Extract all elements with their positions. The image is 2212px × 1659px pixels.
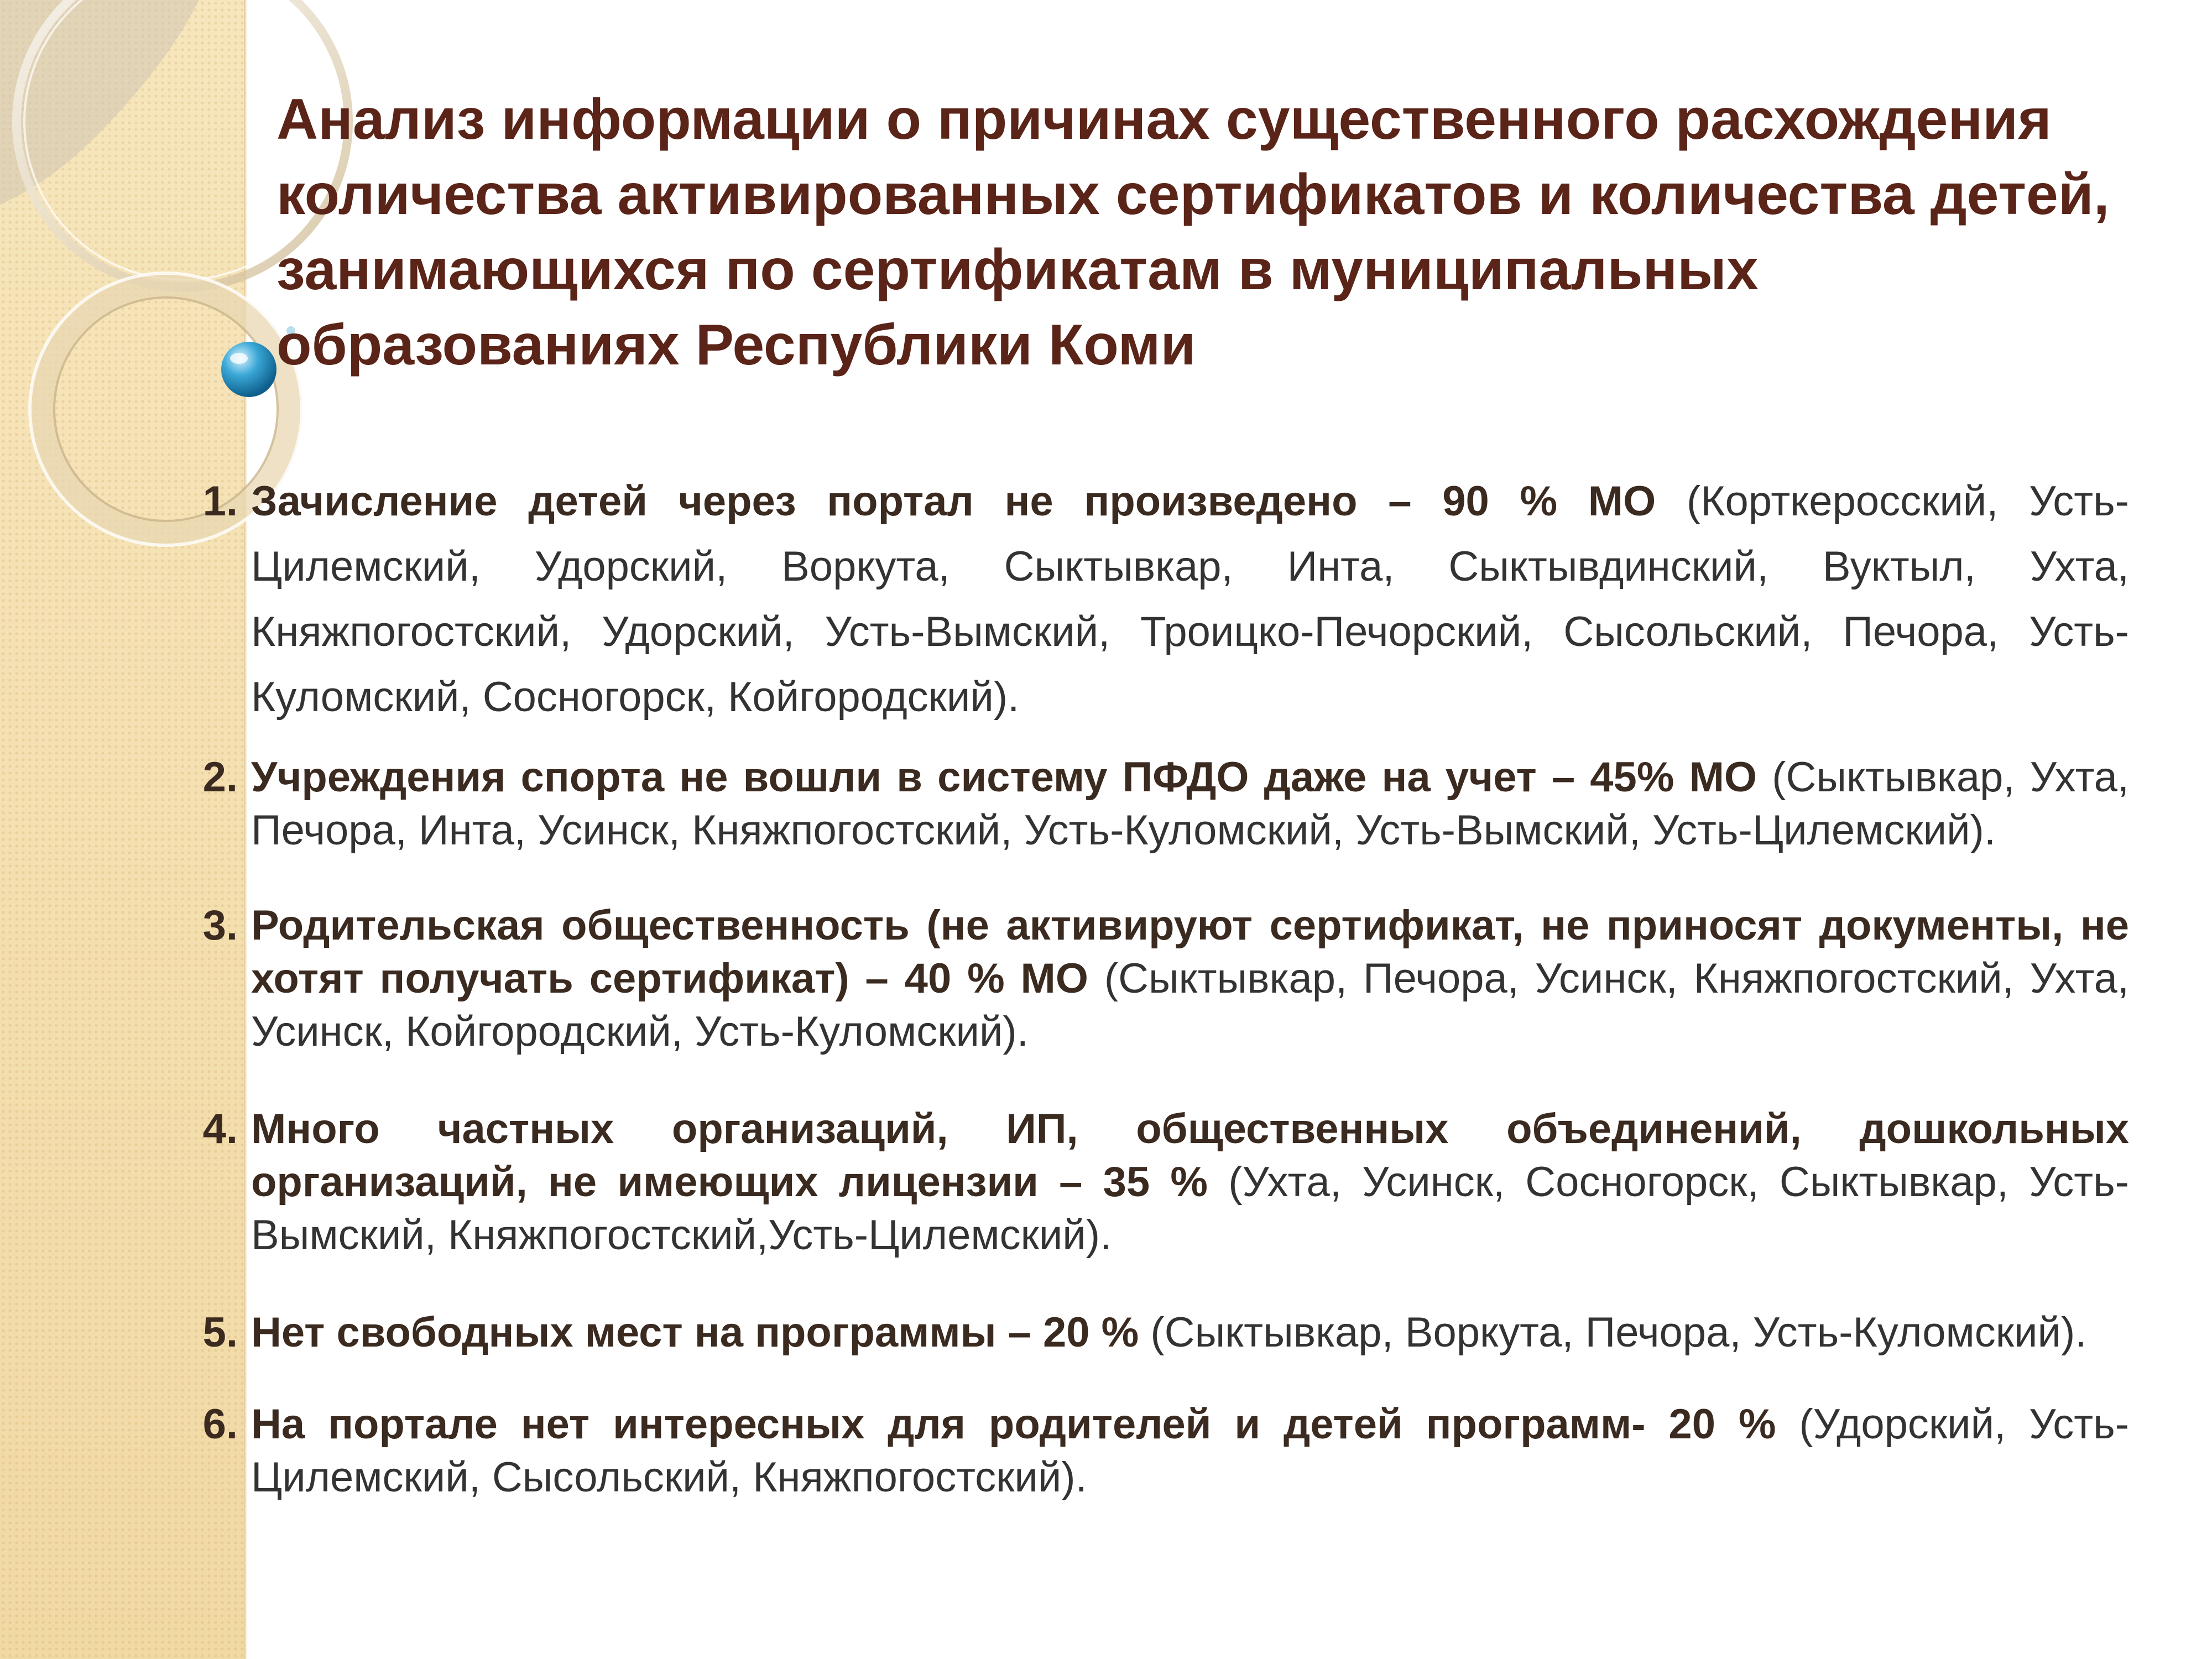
item-details: (Корткеросский, Усть-Цилемский, Удорский, Воркута, Сыктывкар, Инта, Сыктывдинский, Вуктыл, Ухта, Княжпогостский, Удорский, Усть-Вымский, Троицко-Печорский, Сысольский, Печора, Усть-Куломский, Сосногорск, Койгородский). bbox=[251, 478, 2129, 721]
item-content bbox=[251, 1398, 2129, 1504]
item-number: 4. bbox=[202, 1105, 238, 1152]
item-highlight: Учреждения спорта не вошли в систему ПФДО даже на учет – 45% МО bbox=[251, 754, 1757, 801]
reasons-list bbox=[182, 469, 2129, 1504]
item-highlight: Много частных организаций, ИП, общественных объединений, дошкольных организаций, не имеющих лицензии – 35 % bbox=[251, 1105, 2129, 1206]
item-highlight: Зачисление детей через портал не произведено – 90 % МО bbox=[251, 478, 1656, 525]
list-item bbox=[182, 1306, 2129, 1359]
item-number: 1. bbox=[202, 478, 238, 525]
item-content bbox=[251, 751, 2129, 857]
item-details: (Ухта, Усинск, Сосногорск, Сыктывкар, Усть-Вымский, Княжпогостский,Усть-Цилемский). bbox=[251, 1159, 2129, 1259]
item-details: (Сыктывкар, Воркута, Печора, Усть-Куломский). bbox=[1150, 1309, 2087, 1356]
item-details: (Сыктывкар, Ухта, Печора, Инта, Усинск, Княжпогостский, Усть-Куломский, Усть-Вымский, Усть-Цилемский). bbox=[251, 754, 2129, 854]
item-details: (Удорский, Усть-Цилемский, Сысольский, Княжпогостский). bbox=[251, 1401, 2130, 1501]
slide-title: Анализ информации о причинах существенного расхождения количества активированных сертификатов и количества детей, занимающихся по сертификатам в муниципальных образованиях Республики Коми bbox=[276, 87, 2110, 377]
item-content bbox=[251, 469, 2129, 730]
list-item bbox=[182, 469, 2129, 730]
blue-bead-icon bbox=[221, 342, 276, 397]
list-item bbox=[182, 899, 2129, 1058]
item-number: 5. bbox=[202, 1309, 238, 1356]
item-content bbox=[251, 1103, 2129, 1262]
item-content bbox=[251, 1306, 2129, 1359]
bead-highlight bbox=[230, 353, 248, 364]
item-highlight: Нет свободных мест на программы – 20 % bbox=[251, 1309, 1139, 1356]
item-number: 3. bbox=[202, 902, 238, 949]
item-content bbox=[251, 899, 2129, 1058]
item-highlight: На портале нет интересных для родителей и детей программ- 20 % bbox=[251, 1401, 1776, 1448]
list-item bbox=[182, 1398, 2129, 1504]
item-number: 2. bbox=[202, 754, 238, 801]
corner-shade bbox=[0, 0, 199, 205]
item-highlight: Родительская общественность (не активируют сертификат, не приносят документы, не хотят получать сертификат) – 40 % МО bbox=[251, 902, 2129, 1002]
list-item bbox=[182, 1103, 2129, 1262]
item-details: (Сыктывкар, Печора, Усинск, Княжпогостский, Ухта, Усинск, Койгородский, Усть-Куломский). bbox=[251, 955, 2130, 1055]
list-item bbox=[182, 751, 2129, 857]
item-number: 6. bbox=[202, 1401, 238, 1448]
